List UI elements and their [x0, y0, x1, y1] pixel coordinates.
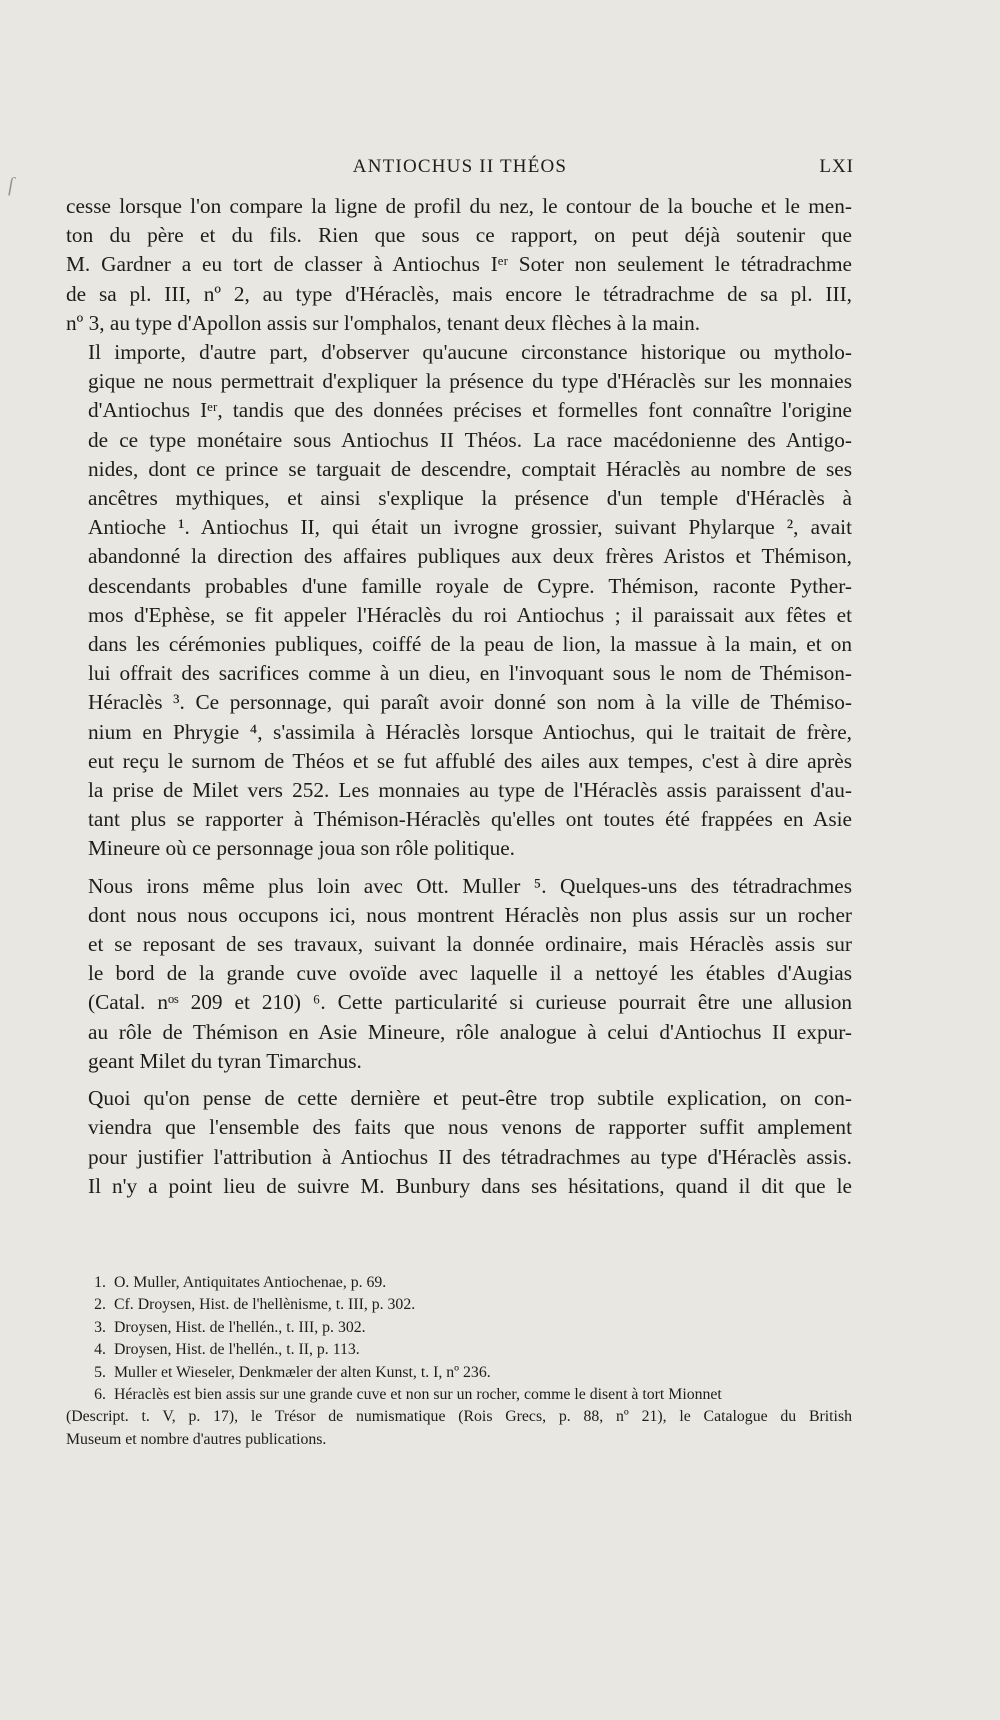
- footnote-number: 6.: [94, 1386, 106, 1404]
- footnote-text: Cf. Droysen, Hist. de l'hellènisme, t. III, p. 302.: [114, 1296, 416, 1314]
- running-head-title: ANTIOCHUS II THÉOS: [352, 156, 568, 177]
- text-line: pour justifier l'attribution à Antiochus II des tétradrachmes au type d'Héraclès assis.: [88, 1144, 852, 1169]
- text-line: de sa pl. III, nº 2, au type d'Héraclès, mais encore le tétradrachme de sa pl. III,: [66, 281, 852, 306]
- text-line: mos d'Ephèse, se fit appeler l'Héraclès du roi Antiochus ; il paraissait aux fêtes et: [88, 602, 852, 627]
- footnote-text: O. Muller, Antiquitates Antiochenae, p. 69.: [114, 1274, 387, 1291]
- text-line: ancêtres mythiques, et ainsi s'explique la présence d'un temple d'Héraclès à: [88, 486, 852, 511]
- running-head: [66, 156, 854, 186]
- footnote: [66, 1362, 852, 1384]
- text-line: Il importe, d'autre part, d'observer qu'aucune circonstance historique ou mytholo-: [88, 340, 852, 365]
- text-line: la prise de Milet vers 252. Les monnaies au type de l'Héraclès assis paraissent d'au-: [88, 778, 852, 803]
- text-line: cesse lorsque l'on compare la ligne de profil du nez, le contour de la bouche et le men-: [66, 194, 852, 218]
- footnote-number: 1.: [94, 1274, 106, 1291]
- footnote-number: 2.: [94, 1296, 106, 1314]
- text-line: nides, dont ce prince se targuait de descendre, comptait Héraclès au nombre de ses: [88, 456, 852, 481]
- text-line: tant plus se rapporter à Thémison-Héraclès qu'elles ont toutes été frappées en Asie: [88, 807, 852, 832]
- text-line: Nous irons même plus loin avec Ott. Muller ⁵. Quelques-uns des tétradrachmes: [88, 873, 852, 898]
- text-line: gique ne nous permettrait d'expliquer la présence du type d'Héraclès sur les monnaies: [88, 369, 852, 394]
- text-line: Héraclès ³. Ce personnage, qui paraît avoir donné son nom à la ville de Thémiso-: [88, 690, 852, 715]
- footnote-number: 5.: [94, 1363, 106, 1381]
- paragraph: [66, 1084, 852, 1201]
- text-line: M. Gardner a eu tort de classer à Antiochus Iᵉʳ Soter non seulement le tétradrachme: [66, 252, 852, 277]
- footnote-text: Droysen, Hist. de l'hellén., t. II, p. 113.: [114, 1341, 360, 1359]
- text-line: nº 3, au type d'Apollon assis sur l'omphalos, tenant deux flèches à la main.: [66, 310, 701, 335]
- paragraph: [66, 192, 852, 338]
- text-line: dans les cérémonies publiques, coiffé de la peau de lion, la massue à la main, et on: [88, 632, 852, 657]
- text-line: ton du père et du fils. Rien que sous ce rapport, on peut déjà soutenir que: [66, 223, 852, 248]
- footnotes: [66, 1272, 852, 1451]
- text-line: Il n'y a point lieu de suivre M. Bunbury dans ses hésitations, quand il dit que le: [88, 1173, 852, 1198]
- footnote-text: Héraclès est bien assis sur une grande cuve et non sur un rocher, comme le disent à tort Mionnet: [114, 1386, 722, 1404]
- footnote-number: 4.: [94, 1341, 106, 1359]
- text-line: Antioche ¹. Antiochus II, qui était un ivrogne grossier, suivant Phylarque ², avait: [88, 515, 852, 540]
- text-line: nium en Phrygie ⁴, s'assimila à Héraclès lorsque Antiochus, qui le traitait de frère,: [88, 719, 852, 744]
- footnote-text: Droysen, Hist. de l'hellén., t. III, p. 302.: [114, 1318, 366, 1336]
- footnote: [66, 1317, 852, 1339]
- footnote-continuation: Museum et nombre d'autres publications.: [66, 1430, 327, 1448]
- text-line: et se reposant de ses travaux, suivant la donnée ordinaire, mais Héraclès assis sur: [88, 932, 852, 957]
- footnote: [66, 1339, 852, 1361]
- text-line: geant Milet du tyran Timarchus.: [88, 1048, 362, 1073]
- footnote: [66, 1272, 852, 1294]
- footnote: [66, 1384, 852, 1406]
- margin-mark: ſ: [8, 174, 14, 196]
- text-line: viendra que l'ensemble des faits que nous venons de rapporter suffit amplement: [88, 1115, 852, 1140]
- text-line: le bord de la grande cuve ovoïde avec laquelle il a nettoyé les étables d'Augias: [88, 961, 852, 986]
- footnote: [66, 1294, 852, 1316]
- footnote-number: 3.: [94, 1318, 106, 1336]
- text-line: abandonné la direction des affaires publiques aux deux frères Aristos et Thémison,: [88, 544, 852, 569]
- text-line: Mineure où ce personnage joua son rôle politique.: [88, 836, 515, 861]
- footnote-continuation: (Descript. t. V, p. 17), le Trésor de numismatique (Rois Grecs, p. 88, nº 21), le Catalogue du British: [66, 1408, 852, 1426]
- paragraph: [66, 872, 852, 1076]
- text-line: de ce type monétaire sous Antiochus II Théos. La race macédonienne des Antigo-: [88, 427, 852, 452]
- text-line: (Catal. nᵒˢ 209 et 210) ⁶. Cette particularité si curieuse pourrait être une allusion: [88, 990, 852, 1015]
- text-line: dont nous nous occupons ici, nous montrent Héraclès non plus assis sur un rocher: [88, 902, 852, 927]
- text-line: lui offrait des sacrifices comme à un dieu, en l'invoquant sous le nom de Thémison-: [88, 661, 852, 686]
- body-text: [66, 192, 852, 1201]
- text-line: d'Antiochus Iᵉʳ, tandis que des données précises et formelles font connaître l'origine: [88, 398, 852, 423]
- text-line: Quoi qu'on pense de cette dernière et peut-être trop subtile explication, on con-: [88, 1086, 852, 1111]
- paragraph: [66, 338, 852, 864]
- text-line: eut reçu le surnom de Théos et se fut affublé des ailes aux tempes, c'est à dire après: [88, 748, 852, 773]
- footnote-text: Muller et Wieseler, Denkmæler der alten Kunst, t. I, nº 236.: [114, 1363, 491, 1381]
- text-line: au rôle de Thémison en Asie Mineure, rôle analogue à celui d'Antiochus II expur-: [88, 1019, 852, 1044]
- page-number: LXI: [819, 156, 854, 177]
- text-line: descendants probables d'une famille royale de Cypre. Thémison, raconte Pyther-: [88, 573, 852, 598]
